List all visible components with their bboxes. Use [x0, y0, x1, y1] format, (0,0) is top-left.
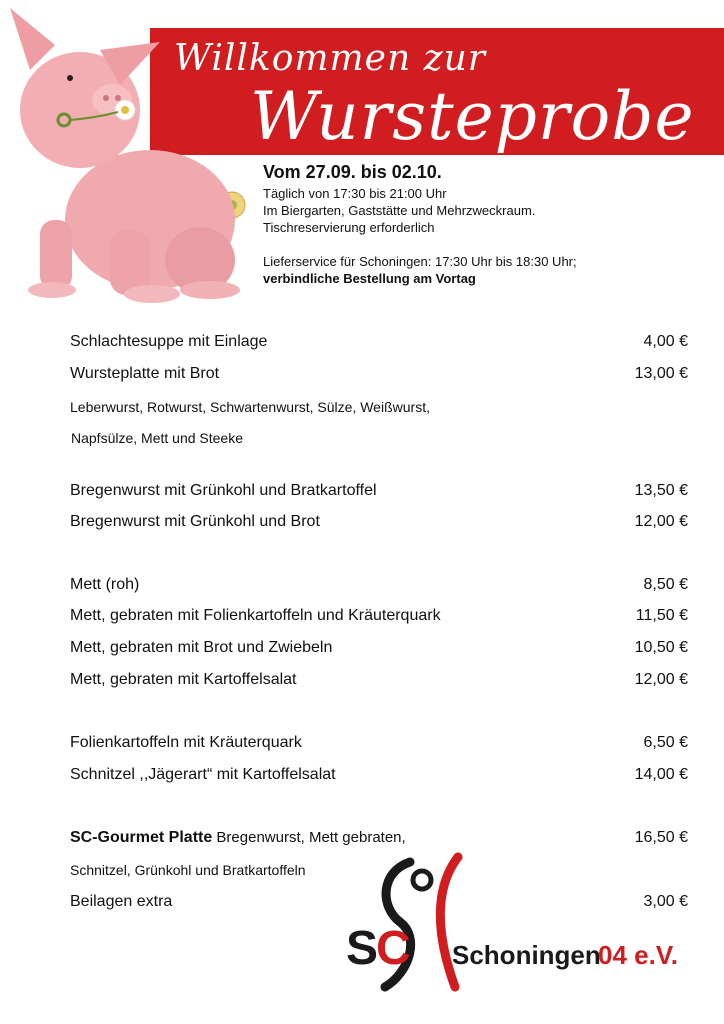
logo-letter-c: C [376, 922, 411, 975]
logo-head-circle [413, 871, 431, 889]
menu-item [70, 576, 688, 598]
menu-item-name: Wursteplatte mit Brot [70, 365, 220, 382]
menu-item-name: Mett (roh) [70, 576, 140, 593]
menu-item-description: Schnitzel, Grünkohl und Bratkartoffeln [70, 862, 306, 878]
event-info [263, 162, 703, 287]
menu-item [70, 482, 688, 504]
title-line-1: Willkommen zur [174, 38, 486, 79]
menu-item-name [70, 829, 406, 847]
menu-item-price: 10,50 € [634, 639, 688, 656]
menu-item-name: Schlachtesuppe mit Einlage [70, 333, 268, 350]
club-logo [340, 852, 680, 992]
menu-item [70, 333, 688, 355]
menu-item-price: 8,50 € [643, 576, 688, 593]
menu-item-name: Beilagen extra [70, 893, 173, 910]
menu-item-name: Bregenwurst mit Grünkohl und Brot [70, 513, 320, 530]
menu-item-description: Leberwurst, Rotwurst, Schwartenwurst, Sülze, Weißwurst, [70, 399, 430, 415]
delivery-note: verbindliche Bestellung am Vortag [263, 271, 476, 286]
menu-item [70, 766, 688, 788]
event-location: Im Biergarten, Gaststätte und Mehrzweckraum. [263, 203, 536, 218]
menu-item-name: Folienkartoffeln mit Kräuterquark [70, 734, 302, 751]
menu-item-description: Napfsülze, Mett und Steeke [71, 430, 243, 446]
menu-item-price: 4,00 € [643, 333, 688, 350]
gourmet-description: Bregenwurst, Mett gebraten, [212, 829, 406, 846]
menu-item-gourmet [70, 829, 688, 851]
pig-illustration [0, 0, 260, 310]
pig-icon [10, 8, 245, 303]
menu-item-price: 6,50 € [643, 734, 688, 751]
menu-item-name: Bregenwurst mit Grünkohl und Bratkartoffel [70, 482, 377, 499]
menu-item [70, 734, 688, 756]
menu-item [70, 671, 688, 693]
event-dates: Vom 27.09. bis 02.10. [263, 162, 442, 182]
menu-item-name: Schnitzel ,,Jägerart“ mit Kartoffelsalat [70, 766, 336, 783]
title-line-2: Wursteprobe [250, 78, 695, 155]
menu-item [70, 365, 688, 387]
menu-item [70, 513, 688, 535]
menu-item-price: 14,00 € [634, 766, 688, 783]
menu-item-price: 13,50 € [634, 482, 688, 499]
menu-item-name: Mett, gebraten mit Folienkartoffeln und Kräuterquark [70, 607, 441, 624]
menu-item-price: 11,50 € [635, 607, 688, 624]
event-hours: Täglich von 17:30 bis 21:00 Uhr [263, 186, 447, 201]
menu-item-price: 13,00 € [634, 365, 688, 382]
menu-item-price: 12,00 € [634, 513, 688, 530]
menu-item [70, 639, 688, 661]
menu-item-name: Mett, gebraten mit Kartoffelsalat [70, 671, 297, 688]
logo-suffix: 04 e.V. [598, 940, 679, 970]
menu-item-price: 12,00 € [634, 671, 688, 688]
menu-item-price: 16,50 € [634, 829, 688, 846]
delivery-service: Lieferservice für Schoningen: 17:30 Uhr bis 18:30 Uhr; [263, 254, 577, 269]
gourmet-title: SC-Gourmet Platte [70, 829, 213, 846]
menu-item-name: Mett, gebraten mit Brot und Zwiebeln [70, 639, 333, 656]
logo-name: Schoningen [452, 940, 601, 970]
event-reservation: Tischreservierung erforderlich [263, 220, 435, 235]
logo-letter-s: S [346, 922, 379, 975]
menu-item [70, 607, 688, 629]
menu-item-price: 3,00 € [643, 893, 688, 910]
